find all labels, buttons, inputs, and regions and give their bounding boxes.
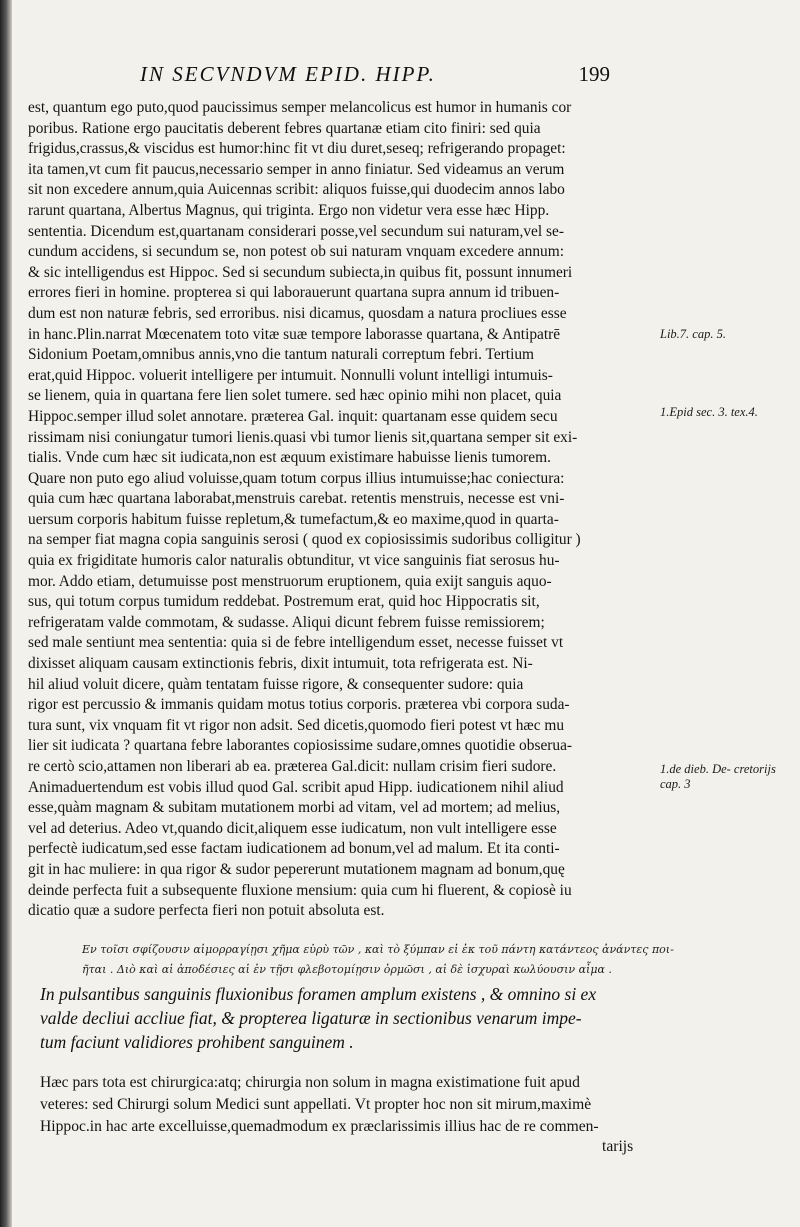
lemma-line: valde decliui accliue fiat, & propterea ligaturæ in sectionibus venarum impe- xyxy=(40,1008,582,1028)
greek-line: ῆται . Διὸ καὶ αἱ ἀποδέσιες αἱ ἐν τῇσι φλεβοτομίῃσιν ὁρμῶσι , αἱ δὲ ἰσχυραὶ κωλύουσιν αἷμα . xyxy=(82,963,612,976)
commentary-paragraph xyxy=(40,1072,680,1138)
greek-quotation xyxy=(82,940,692,980)
text-line: quia cum hæc quartana laborabat,menstruis carebat. retentis menstruis, necesse est vni- xyxy=(28,490,565,508)
commentary-line: Hippoc.in hac arte excelluisse,quemadmodum ex præclarissimis illius hac de re commen- xyxy=(40,1118,599,1135)
text-line: rarunt quartana, Albertus Magnus, qui triginta. Ergo non videtur vera esse hæc Hipp. xyxy=(28,201,550,219)
page-header xyxy=(140,62,610,87)
catchword: tarijs xyxy=(602,1138,634,1155)
text-line: sit non excedere annum,quia Auicennas scribit: aliquos fuisse,qui duodecim annos labo xyxy=(28,181,565,199)
text-line: poribus. Ratione ergo paucitatis deberent febres quartanæ etiam cito finiri: sed quia xyxy=(28,119,541,137)
text-line: frigidus,crassus,& viscidus est humor:hinc fit vt diu duret,seseq; refrigerando propaget: xyxy=(28,140,566,158)
text-line: Hippoc.semper illud solet annotare. præterea Gal. inquit: quartanam esse quidem secu xyxy=(28,407,558,425)
text-line: rissimam nisi coniungatur tumori lienis.quasi vbi tumor lienis sit,quartana semper sit exi- xyxy=(28,428,578,446)
text-line: Sidonium Poetam,omnibus annis,vno die tantum naturali correptum febri. Tertium xyxy=(28,346,535,364)
text-line: hil aliud voluit dicere, quàm tentatam fuisse rigore, & consequenter sudore: quia xyxy=(28,675,524,693)
text-line: re certò scio,attamen non liberari ab ea. præterea Gal.dicit: nullam crisim fieri sudore. xyxy=(28,758,557,775)
text-line: dum est non naturæ febris, sed erroribus. nisi dicamus, quosdam a natura procliues esse xyxy=(28,304,567,322)
text-line: ita tamen,vt cum fit paucus,necessario semper in anno finiatur. Sed videamus an verum xyxy=(28,160,565,178)
text-line: git in hac muliere: in qua rigor & sudor pepererunt mutationem magnam ad bonum,quę xyxy=(28,860,565,878)
margin-note-pliny: Lib.7. cap. 5. xyxy=(660,327,726,341)
text-line: vel ad deterius. Adeo vt,quando dicit,aliquem esse iudicatum, non vult intelligere esse xyxy=(28,819,557,837)
text-line: tialis. Vnde cum hæc sit iudicata,non est æquum existimare habuisse lienis tumorem. xyxy=(28,449,551,467)
text-line: se lienem, quia in quartana fere lien solet tumere. sed hæc opinio mihi non placet, quia xyxy=(28,387,562,405)
lemma-line: In pulsantibus sanguinis fluxionibus foramen amplum existens , & omnino si ex xyxy=(40,984,597,1004)
text-line: tura sunt, vix vnquam fit vt rigor non adsit. Sed dicetis,quomodo fieri potest vt hæc mu xyxy=(28,716,565,734)
text-line: errores fieri in homine. propterea si qui laborauerunt quartana supra annum id tribuen- xyxy=(28,284,560,302)
text-line: na semper fiat magna copia sanguinis serosi ( quod ex copiosissimis sudoribus colligitur ) xyxy=(28,531,581,549)
text-line: dixisset aliquam causam extinctionis febris, dixit intumuit, tota refrigerata est. Ni- xyxy=(28,655,533,673)
text-line: in hanc.Plin.narrat Mœcenatem toto vitæ suæ tempore laborasse quartana, & Antipatrē xyxy=(28,325,561,343)
text-line: refrigeratam valde commotam, & sudasse. Aliqui dicunt febrem fuisse remissiorem; xyxy=(28,613,545,631)
text-line: perfectè iudicatum,sed esse factam iudicationem ad bonum,vel ad malum. Et ita conti- xyxy=(28,840,560,858)
margin-note-de-diebus: 1.de dieb. De- cretorijs cap. 3 xyxy=(660,762,776,791)
text-line: sed male sentiunt mea sententia: quia si de febre intelligendum esset, necesse fuisset vt xyxy=(28,634,564,652)
latin-lemma xyxy=(40,982,680,1054)
text-line: mor. Addo etiam, detumuisse post menstruorum eruptionem, quia exijt sanguis aquo- xyxy=(28,572,552,590)
text-line: est, quantum ego puto,quod paucissimus semper melancolicus est humor in humanis cor xyxy=(28,99,572,116)
text-line: quia ex frigiditate humoris calor naturalis obtunditur, vt vice sanguinis fiat serosus hu- xyxy=(28,552,560,570)
text-line: uersum corporis habitum fuisse repletum,& tumefactum,& eo maxime,quod in quarta- xyxy=(28,510,559,528)
commentary-line: Hæc pars tota est chirurgica:atq; chirurgia non solum in magna existimatione fuit apud xyxy=(40,1074,580,1091)
commentary-line: veteres: sed Chirurgi solum Medici sunt appellati. Vt propter hoc non sit mirum,maximè xyxy=(40,1096,592,1113)
greek-line: Εν τοῖσι σφίζουσιν αἱμορραγίῃσι χῆμα εὐρὺ τῶν , καὶ τὸ ξύμπαν εἰ ἐκ τοῦ πάντη κατάντεος ἀνάντες ποι- xyxy=(82,943,674,956)
lemma-line: tum faciunt validiores prohibent sanguinem . xyxy=(40,1032,354,1052)
text-line: Animaduertendum est vobis illud quod Gal. scribit apud Hipp. iudicationem nihil aliud xyxy=(28,778,564,796)
text-line: deinde perfecta fuit a subsequente fluxione mensium: quia cum hi fluerent, & copiosè iu xyxy=(28,881,572,899)
text-line: dicatio quæ a sudore perfecta fieri non potuit absoluta est. xyxy=(28,902,385,920)
text-line: esse,quàm magnam & subitam mutationem morbi ad vitam, vel ad mortem; ad melius, xyxy=(28,799,561,817)
text-line: sententia. Dicendum est,quartanam considerari posse,vel secundum sui naturam,vel se- xyxy=(28,222,564,240)
text-line: cundum accidens, si secundum se, non potest ob sui naturam vnquam excedere annum: xyxy=(28,243,564,261)
page-number: 199 xyxy=(578,62,610,86)
main-commentary-text xyxy=(28,98,656,922)
margin-note-epid: 1.Epid sec. 3. tex.4. xyxy=(660,405,758,419)
running-head: IN SECVNDVM EPID. HIPP. xyxy=(140,62,436,86)
text-line: Quare non puto ego aliud voluisse,quam totum corpus illius intumuisse;hac coniectura: xyxy=(28,469,565,487)
text-line: rigor est percussio & immanis quidam motus totius corporis. præterea vbi corpora suda- xyxy=(28,696,570,714)
text-line: erat,quid Hippoc. voluerit intelligere per intumuit. Nonnulli volunt intelligi intumuis- xyxy=(28,366,553,384)
page-gutter-shadow xyxy=(0,0,12,1227)
text-line: sus, qui totum corpus tumidum reddebat. Postremum erat, quid hoc Hippocratis sit, xyxy=(28,593,540,611)
text-line: & sic intelligendus est Hippoc. Sed si secundum subiecta,in quibus fit, possunt innumeri xyxy=(28,263,573,281)
text-line: lier sit iudicata ? quartana febre laborantes copiosissime sudare,omnes quotidie obserua- xyxy=(28,737,573,755)
